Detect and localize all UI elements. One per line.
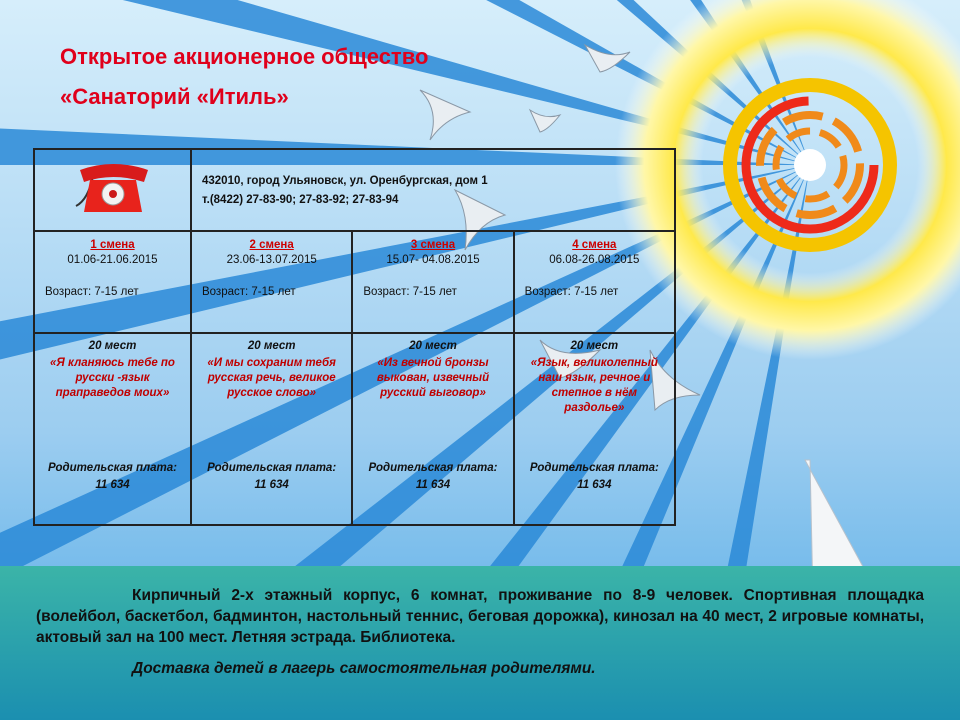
session-age: Возраст: 7-15 лет — [45, 286, 139, 298]
camp-schedule-table — [33, 148, 676, 526]
company-name: «Санаторий «Итиль» — [60, 84, 289, 109]
session-name: 4 смена — [572, 239, 617, 251]
phone-numbers: т.(8422) 27-83-90; 27-83-92; 27-83-94 — [202, 194, 399, 206]
telephone-icon — [68, 150, 158, 222]
session-quote: «Я кланяюсь тебе по русски -язык праправедов моих» — [50, 357, 175, 399]
session-age: Возраст: 7-15 лет — [202, 286, 296, 298]
session-name: 1 смена — [90, 239, 135, 251]
phone-cell — [34, 149, 191, 231]
session-info-cell — [352, 333, 513, 525]
session-quote: «Язык, великолепный наш язык, речное и степное в нём раздолье» — [530, 357, 658, 414]
facilities-description: Кирпичный 2-х этажный корпус, 6 комнат, проживание по 8-9 человек. Спортивная площадка (волейбол, баскетбол, бадминтон, настольный теннис, беговая дорожка), кинозал на 40 мест, 2 игровые комнаты, актовый зал на 100 мест. Летняя эстрада. Библиотека. — [36, 587, 924, 646]
session-seats: 20 мест — [88, 340, 137, 352]
contact-cell — [191, 149, 675, 231]
session-dates: 15.07- 04.08.2015 — [386, 254, 480, 266]
session-info-cell — [514, 333, 675, 525]
session-cell — [352, 231, 513, 333]
session-info-cell — [191, 333, 352, 525]
session-quote: «Из вечной бронзы выкован, извечный русский выговор» — [376, 357, 490, 399]
session-price: Родительская плата: 11 634 — [529, 462, 659, 491]
session-cell — [514, 231, 675, 333]
address: 432010, город Ульяновск, ул. Оренбургская, дом 1 — [202, 175, 488, 187]
session-seats: 20 мест — [409, 340, 457, 352]
delivery-note: Доставка детей в лагерь самостоятельная родителями. — [132, 660, 596, 677]
session-quote: «И мы сохраним тебя русская речь, великое русское слово» — [207, 357, 336, 399]
session-age: Возраст: 7-15 лет — [363, 286, 457, 298]
session-age: Возраст: 7-15 лет — [524, 286, 619, 298]
company-type: Открытое акционерное общество — [60, 44, 429, 69]
session-price: Родительская плата: 11 634 — [368, 462, 498, 491]
session-cell — [34, 231, 191, 333]
session-seats: 20 мест — [570, 340, 619, 352]
session-dates: 06.08-26.08.2015 — [549, 254, 640, 266]
session-price: Родительская плата: 11 634 — [207, 462, 337, 491]
session-name: 2 смена — [249, 239, 294, 251]
session-seats: 20 мест — [247, 340, 296, 352]
session-cell — [191, 231, 352, 333]
session-dates: 01.06-21.06.2015 — [67, 254, 158, 266]
session-price: Родительская плата: 11 634 — [47, 462, 178, 491]
session-info-cell — [34, 333, 191, 525]
session-dates: 23.06-13.07.2015 — [226, 254, 317, 266]
session-name: 3 смена — [410, 239, 456, 251]
